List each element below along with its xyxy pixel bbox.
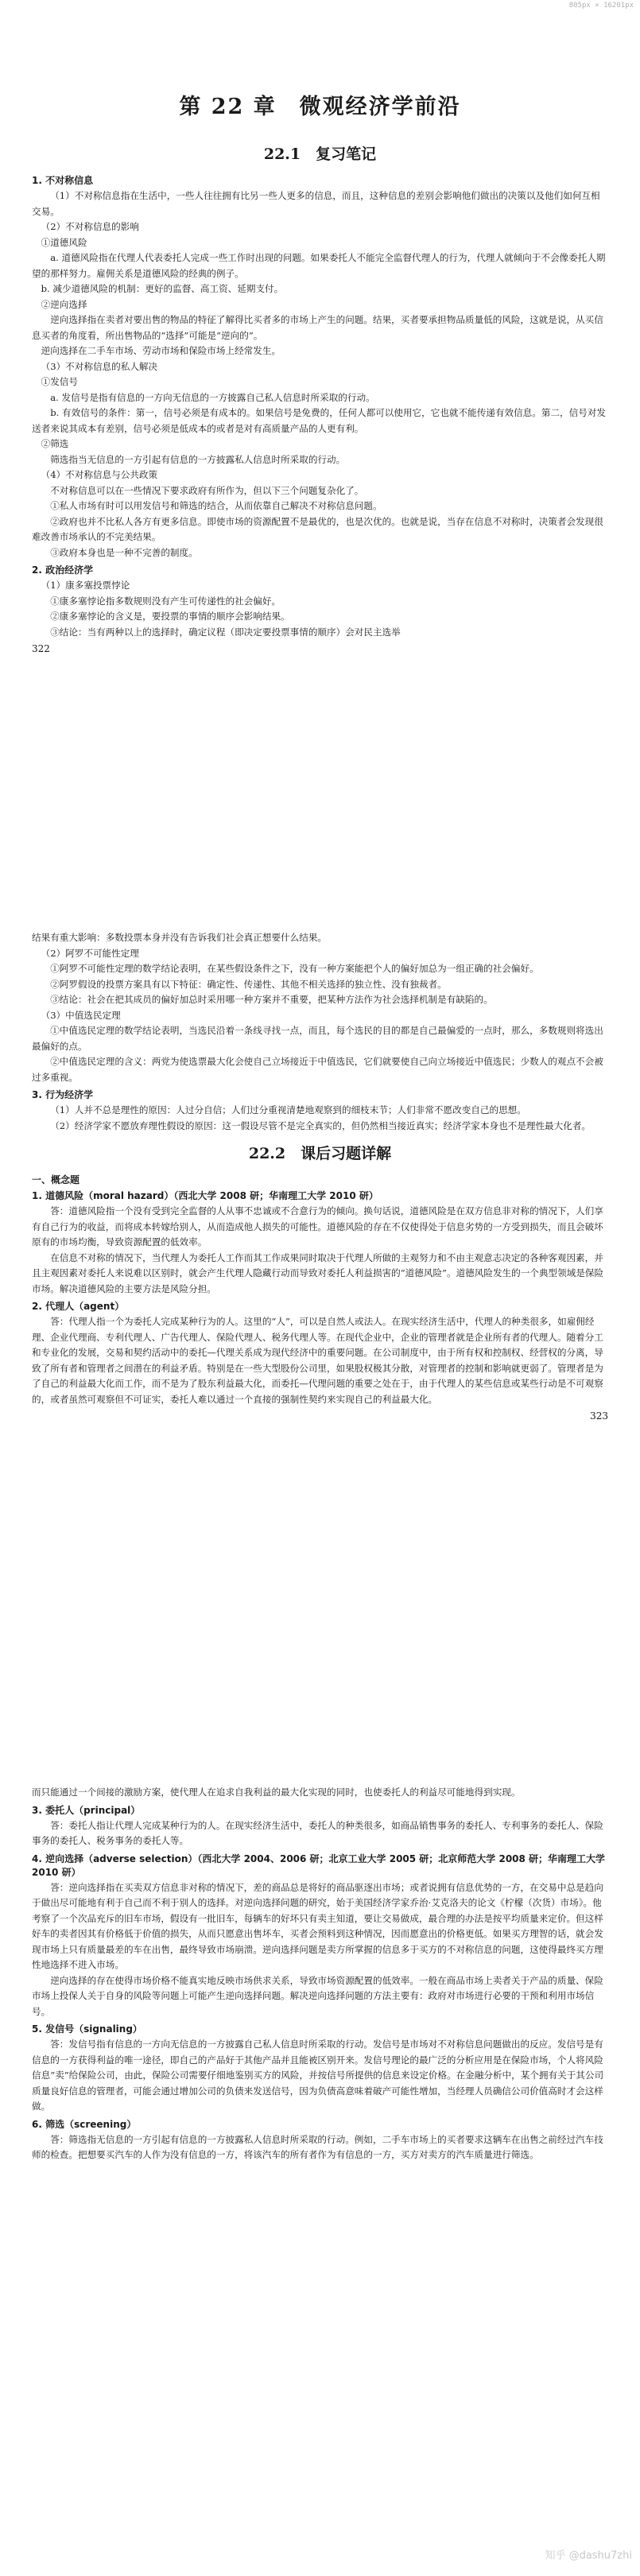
section-title-exercises: 22.2 课后习题详解 <box>248 1145 392 1162</box>
question-title: 2. 代理人（agent） <box>32 1301 125 1312</box>
paragraph: （2）不对称信息的影响 <box>41 221 139 232</box>
paragraph: b. 减少道德风险的机制：更好的监督、高工资、延期支付。 <box>41 283 284 294</box>
paragraph: ②阿罗假设的投票方案具有以下特征：确定性、传递性、其他不相关选择的独立性、没有独裁者。 <box>50 978 447 990</box>
heading-asymmetric-info: 1. 不对称信息 <box>32 175 94 186</box>
answer-paragraph: 在信息不对称的情况下，当代理人为委托人工作而其工作成果同时取决于代理人所做的主观努力和不由主观意志决定的各种客观因素，并且主观因素对委托人来说难以区别时，就会产生代理人隐藏行动而导致对委托人利益损害的“道德风险”。道德风险发生的一个典型领域是保险市场。解决道德风险的主要方法是风险分担。 <box>32 1251 604 1294</box>
answer-paragraph: 答：道德风险指一个没有受到完全监督的人从事不忠诚或不合意行为的倾向。换句话说，道德风险是在双方信息非对称的情况下，人们享有自己行为的收益，而将成本转嫁给别人，从而造成他人损失的可能性。道德风险的存在不仅使得处于信息劣势的一方受到损失，而且会破坏原有的市场均衡，导致资源配置的低效率。 <box>32 1205 603 1247</box>
chapter-title: 第 22 章 微观经济学前沿 <box>179 95 461 119</box>
answer-paragraph: 答：逆向选择指在买卖双方信息非对称的情况下，差的商品总是将好的商品驱逐出市场；或者说拥有信息优势的一方，在交易中总是趋向于做出尽可能地有利于自己而不利于别人的选择。对逆向选择问题的研究，始于美国经济学家乔治·艾克洛夫的论文《柠檬（次货）市场》。他考察了一个次品充斥的旧车市场，假设有一批旧车，每辆车的好坏只有卖主知道，要让交易做成，最合理的办法是按平均质量来定价。但这样好车的卖者因其有价格低于价值的损失，从而只愿意出售坏车，买者会预料到这种情况，因而愿意出的价格更低。如果买方理智的话，就会发现市场上只有质量最差的车在出售，最终导致市场崩溃。逆向选择问题是卖方所掌握的信息多于买方的不对称信息的问题，这使得最终买方理性地选择不进入市场。 <box>32 1881 603 1970</box>
paragraph: ③政府本身也是一种不完善的制度。 <box>50 546 198 558</box>
paragraph: 筛选指当无信息的一方引起有信息的一方披露私人信息时所采取的行动。 <box>50 453 346 465</box>
paragraph: （2）经济学家不愿放弃理性假设的原因：这一假设尽管不是完全真实的，但仍然相当接近真实；经济学家本身也不是理性最大化者。 <box>50 1119 592 1131</box>
page-324 <box>32 1785 608 2576</box>
answer-paragraph: 逆向选择的存在使得市场价格不能真实地反映市场供求关系，导致市场资源配置的低效率。一般在商品市场上卖者关于产品的质量、保险市场上投保人关于自身的风险等问题上可能产生逆向选择问题。解决逆向选择问题的方法主要有：政府对市场进行必要的干预和利用市场信号。 <box>32 1974 603 2017</box>
heading-concepts: 一、概念题 <box>32 1174 80 1185</box>
paragraph: a. 发信号是指有信息的一方向无信息的一方披露自己私人信息时所采取的行动。 <box>50 391 375 403</box>
paragraph: b. 有效信号的条件：第一，信号必须是有成本的。如果信号是免费的，任何人都可以使用它，它也就不能传递有效信息。第二，信号对发送者来说其成本有差别，信号必须是低成本的或者是对有高质量产品的人更有利。 <box>32 407 607 434</box>
paragraph: ①道德风险 <box>41 236 87 248</box>
paragraph: 不对称信息可以在一些情况下要求政府有所作为，但以下三个问题复杂化了。 <box>50 484 364 496</box>
paragraph: 而只能通过一个间接的激励方案，使代理人在追求自我利益的最大化实现的同时，也使委托人的利益尽可能地得到实现。 <box>32 1787 521 1798</box>
paragraph: ②康多塞悖论的含义是，要投票的事情的顺序会影响结果。 <box>50 611 290 622</box>
page-number: 323 <box>590 1410 608 1422</box>
heading-behavioral-economics: 3. 行为经济学 <box>32 1089 94 1100</box>
section-title-review-notes: 22.1 复习笔记 <box>263 145 377 163</box>
paragraph: ①康多塞悖论指多数规则没有产生可传递性的社会偏好。 <box>50 595 281 607</box>
question-title: 3. 委托人（principal） <box>32 1804 141 1816</box>
question-title: 4. 逆向选择（adverse selection）（西北大学 2004、2006 研；北京工业大学 2005 研；北京师范大学 2008 研；华南理工大学 2010 研） <box>32 1852 606 1878</box>
paragraph: a. 道德风险指在代理人代表委托人完成一些工作时出现的问题。如果委托人不能完全监督代理人的行为，代理人就倾向于不会像委托人期望的那样努力。雇佣关系是道德风险的经典的例子。 <box>32 252 606 279</box>
paragraph: （1）不对称信息指在生活中，一些人往往拥有比另一些人更多的信息，而且，这种信息的差别会影响他们做出的决策以及他们如何互相交易。 <box>32 190 600 217</box>
page-322 <box>32 24 608 859</box>
answer-paragraph: 答：筛选指无信息的一方引起有信息的一方披露私人信息时所采取的行动。例如，二手车市场上的买者要求这辆车在出售之前经过汽车技师的检查。把想要买汽车的人作为没有信息的一方，将该汽车的所有者作为有信息的一方，买方对卖方的汽车质量进行筛选。 <box>32 2133 603 2160</box>
answer-paragraph: 答：代理人指一个为委托人完成某种行为的人。这里的“人”，可以是自然人或法人。在现实经济生活中，代理人的种类很多，如雇佣经理、企业代理商、专利代理人、广告代理人、保险代理人、税务代理人等。在现代企业中，企业的管理者就是企业所有者的代理人。随着分工和专业化的发展，交易和契约活动中的委托—代理关系成为现代经济中的重要问题。在公司制度中，由于所有权和控制权、经营权的分离，导致了所有者和管理者之间潜在的利益矛盾。特别是在一些大型股份公司里，如果股权极其分散，对管理者的控制和影响就更弱了。管理者是为了自己的利益最大化而工作，而不是为了股东利益最大化，而委托—代理问题的重要之处在于，由于代理人的某些信息或某些行动是不可观察的，或者虽然可观察但不可证实，委托人难以通过一个直接的强制性契约来实现自己的利益最大化。 <box>32 1316 603 1405</box>
question-title: 5. 发信号（signaling） <box>32 2023 142 2035</box>
paragraph: 逆向选择在二手车市场、劳动市场和保险市场上经常发生。 <box>41 345 281 356</box>
paragraph: （1）人并不总是理性的原因：人过分自信；人们过分重视清楚地观察到的细枝末节；人们非常不愿改变自己的思想。 <box>50 1104 526 1115</box>
question-title: 1. 道德风险（moral hazard）（西北大学 2008 研；华南理工大学 2010 研） <box>32 1190 378 1201</box>
paragraph: （2）阿罗不可能性定理 <box>41 947 139 959</box>
page-323 <box>32 930 608 1765</box>
heading-political-economy: 2. 政治经济学 <box>32 564 94 576</box>
paragraph: 结果有重大影响：多数投票本身并没有告诉我们社会真正想要什么结果。 <box>32 932 328 943</box>
paragraph: ①中值选民定理的数学结论表明，当选民沿着一条线寻找一点，而且，每个选民的目的都是自己最偏爱的一点时，那么，多数规则将选出最偏好的点。 <box>32 1025 603 1052</box>
question-title: 6. 筛选（screening） <box>32 2118 137 2130</box>
watermark: 知乎 @dashu7zhi <box>545 2550 632 2562</box>
paragraph: ②逆向选择 <box>41 298 87 310</box>
answer-paragraph: 答：委托人指让代理人完成某种行为的人。在现实经济生活中，委托人的种类很多，如商品销售事务的委托人、专利事务的委托人、保险事务的委托人、税务事务的委托人等。 <box>32 1819 603 1846</box>
paragraph: （3）中值选民定理 <box>41 1009 121 1021</box>
paragraph: ②中值选民定理的含义：两党为使选票最大化会使自己立场接近于中值选民，它们就要使自己向立场接近中值选民；少数人的观点不会被过多重视。 <box>32 1056 603 1083</box>
dimension-label: 805px × 16201px <box>568 2 634 10</box>
paragraph: （3）不对称信息的私人解决 <box>41 360 158 372</box>
paragraph: 逆向选择指在卖者对要出售的物品的特征了解得比买者多的市场上产生的问题。结果，买者要承担物品质量低的风险，这就是说，从买信息买者的角度看，所出售物品的“选择”可能是“逆向的”。 <box>32 314 603 341</box>
paragraph: ①私人市场有时可以用发信号和筛选的结合，从而依靠自己解决不对称信息问题。 <box>50 500 382 511</box>
paragraph: ③结论：社会在把其成员的偏好加总时采用哪一种方案并不重要，把某种方法作为社会选择机制是有缺陷的。 <box>50 994 493 1005</box>
paragraph: ③结论：当有两种以上的选择时，确定议程（即决定要投票事情的顺序）会对民主选举 <box>50 626 401 638</box>
paragraph: （4）不对称信息与公共政策 <box>41 469 158 480</box>
paragraph: ②政府也并不比私人各方有更多信息。即使市场的资源配置不是最优的，也是次优的。也就是说，当存在信息不对称时，决策者会发现很难改善市场承认的不完美结果。 <box>32 515 603 542</box>
paragraph: ①阿罗不可能性定理的数学结论表明，在某些假设条件之下，没有一种方案能把个人的偏好加总为一组正确的社会偏好。 <box>50 963 539 974</box>
paragraph: ①发信号 <box>41 376 78 387</box>
page-number: 322 <box>32 643 50 654</box>
paragraph: （1）康多塞投票悖论 <box>41 580 130 591</box>
answer-paragraph: 答：发信号指有信息的一方向无信息的一方披露自己私人信息时所采取的行动。发信号是市场对不对称信息问题做出的反应。发信号是有信息的一方获得利益的唯一途径，即自己的产品好于其他产品并且能被区别开来。发信号理论的最广泛的分析应用是在保险市场，个人将风险信息“卖”给保险公司，由此，保险公司需要仔细地鉴别买方的风险，并按信号所提供的信息来设定价格。在金融分析中，某个拥有关于其公司质量良好信息的管理者，可能会通过增加公司的负债来发送信号，因为负债高意味着破产可能性增加，当经理人员确信公司价值高时才会这样做。 <box>32 2039 604 2112</box>
paragraph: ②筛选 <box>41 438 69 449</box>
